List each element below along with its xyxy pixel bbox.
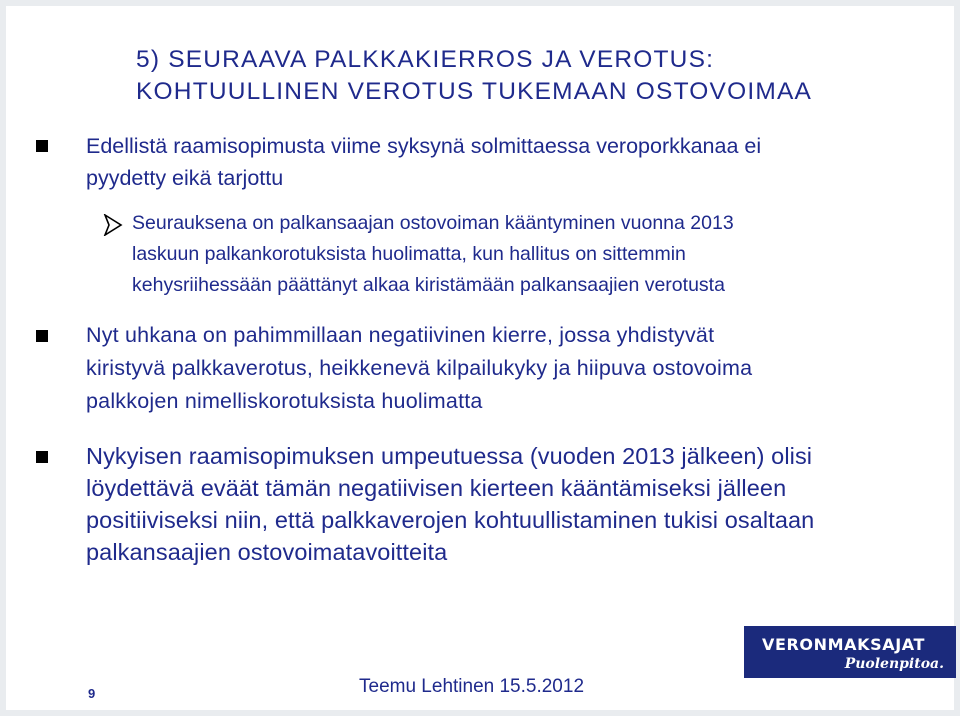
slide-title	[136, 44, 916, 108]
sub-bullet-line-3: kehysriihessään päättänyt alkaa kiristämään palkansaajien verotusta	[132, 274, 725, 296]
title-line-1: 5) SEURAAVA PALKKAKIERROS JA VEROTUS:	[136, 46, 715, 73]
logo-wordmark: VERONMAKSAJAT	[762, 635, 926, 654]
slide	[6, 6, 954, 710]
bullet-2-line-2: kiristyvä palkkaverotus, heikkenevä kilpailukyky ja hiipuva ostovoima	[86, 356, 753, 380]
arrow-bullet-icon	[102, 214, 124, 236]
bullet-3-line-2: löydettävä eväät tämän negatiivisen kierteen kääntämiseksi jälleen	[86, 475, 787, 501]
bullet-2-line-3: palkkojen nimelliskorotuksista huolimatta	[86, 389, 483, 413]
sub-bullet-line-1: Seurauksena on palkansaajan ostovoiman kääntyminen vuonna 2013	[132, 212, 734, 234]
sub-bullet-line-2: laskuun palkankorotuksista huolimatta, kun hallitus on sittemmin	[132, 243, 686, 265]
title-line-2: KOHTUULLINEN VEROTUS TUKEMAAN OSTOVOIMAA	[136, 78, 813, 105]
veronmaksajat-logo	[744, 626, 956, 678]
square-bullet-icon	[36, 451, 48, 463]
sub-bullet-text	[132, 208, 734, 301]
bullet-2-text	[86, 319, 752, 418]
bullet-1-line-2: pyydetty eikä tarjottu	[86, 166, 284, 190]
bullet-2-line-1: Nyt uhkana on pahimmillaan negatiivinen kierre, jossa yhdistyvät	[86, 323, 715, 347]
logo-tagline: Puolenpitoa.	[844, 656, 944, 672]
footer-author-date: Teemu Lehtinen 15.5.2012	[359, 676, 585, 697]
bullet-3-line-3: positiiviseksi niin, että palkkaverojen kohtuullistaminen tukisi osaltaan	[86, 507, 815, 533]
square-bullet-icon	[36, 140, 48, 152]
bullet-1-line-1: Edellistä raamisopimusta viime syksynä solmittaessa veroporkkanaa ei	[86, 134, 762, 158]
bullet-1-text	[86, 130, 761, 194]
bullet-3-text	[86, 440, 814, 568]
square-bullet-icon	[36, 330, 48, 342]
bullet-3-line-1: Nykyisen raamisopimuksen umpeutuessa (vuoden 2013 jälkeen) olisi	[86, 443, 813, 469]
page-number: 9	[88, 686, 96, 701]
bullet-3-line-4: palkansaajien ostovoimatavoitteita	[86, 539, 448, 565]
